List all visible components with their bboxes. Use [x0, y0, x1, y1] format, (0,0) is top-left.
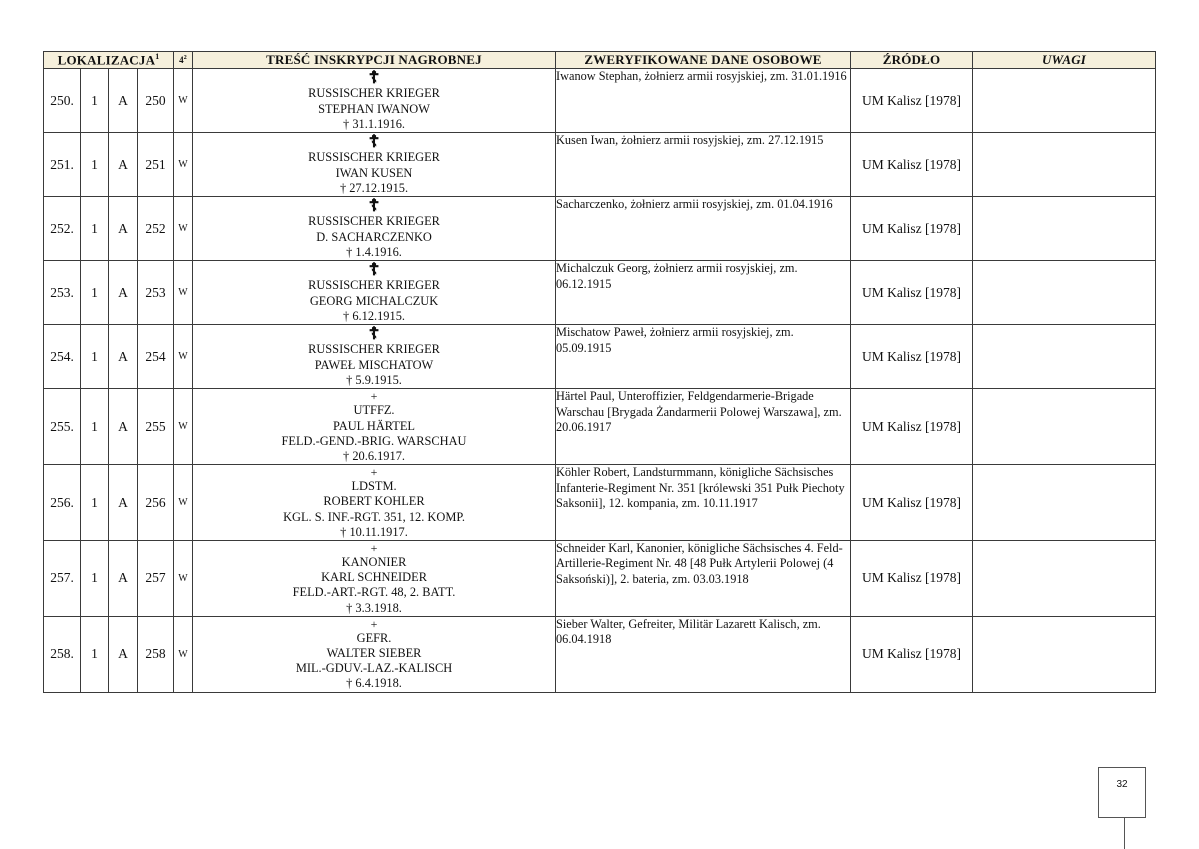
row-cell: A [109, 197, 138, 261]
inscription-cell [193, 540, 556, 616]
inscription-cell [193, 69, 556, 133]
entry-number: 253. [44, 261, 81, 325]
row-cell: A [109, 465, 138, 541]
table-row [44, 616, 1156, 692]
table-row [44, 325, 1156, 389]
inscription-line: FELD.-ART.-RGT. 48, 2. BATT. [292, 585, 456, 600]
inscription-line: RUSSISCHER KRIEGER [308, 214, 440, 229]
position-cell: 255 [138, 389, 174, 465]
inscription-line: KARL SCHNEIDER [321, 570, 427, 585]
inscription-line: STEPHAN IWANOW [318, 101, 430, 116]
entry-number: 250. [44, 69, 81, 133]
header-uwagi: UWAGI [973, 52, 1156, 69]
row-cell: A [109, 69, 138, 133]
table-body [44, 69, 1156, 692]
table-header-row [44, 52, 1156, 69]
row-cell: A [109, 540, 138, 616]
type-cell: W [174, 616, 193, 692]
remarks-cell [973, 465, 1156, 541]
type-cell: W [174, 465, 193, 541]
row-cell: A [109, 616, 138, 692]
row-cell: A [109, 325, 138, 389]
sector-cell: 1 [81, 325, 109, 389]
verified-data-cell: Sieber Walter, Gefreiter, Militär Lazarett Kalisch, zm. 06.04.1918 [556, 616, 851, 692]
row-cell: A [109, 133, 138, 197]
remarks-cell [973, 389, 1156, 465]
inscription-line: GEORG MICHALCZUK [309, 293, 439, 308]
inscription-line: † 27.12.1915. [339, 180, 409, 195]
source-cell: UM Kalisz [1978] [851, 133, 973, 197]
verified-data-cell: Kusen Iwan, żołnierz armii rosyjskiej, zm. 27.12.1915 [556, 133, 851, 197]
verified-data-cell: Michalczuk Georg, żołnierz armii rosyjskiej, zm. 06.12.1915 [556, 261, 851, 325]
source-cell: UM Kalisz [1978] [851, 465, 973, 541]
inscription-line: D. SACHARCZENKO [316, 229, 432, 244]
inscription-cell [193, 197, 556, 261]
orthodox-cross-icon: ☦ [368, 196, 380, 216]
orthodox-cross-icon: ☦ [368, 260, 380, 280]
page-number-box [1098, 767, 1146, 818]
header-tresc: TREŚĆ INSKRYPCJI NAGROBNEJ [193, 52, 556, 69]
inscription-line: MIL.-GDUV.-LAZ.-KALISCH [295, 661, 453, 676]
inscription-cell [193, 389, 556, 465]
source-cell: UM Kalisz [1978] [851, 616, 973, 692]
entry-number: 258. [44, 616, 81, 692]
table-row [44, 133, 1156, 197]
sector-cell: 1 [81, 389, 109, 465]
type-cell: W [174, 133, 193, 197]
inscription-line: KGL. S. INF.-RGT. 351, 12. KOMP. [283, 509, 465, 524]
page-number-line [1124, 818, 1125, 849]
verified-data-cell: Iwanow Stephan, żołnierz armii rosyjskiej, zm. 31.01.1916 [556, 69, 851, 133]
type-cell: W [174, 261, 193, 325]
header-dane: ZWERYFIKOWANE DANE OSOBOWE [556, 52, 851, 69]
inscription-line: UTFFZ. [353, 403, 395, 418]
position-cell: 252 [138, 197, 174, 261]
orthodox-cross-icon: ☦ [368, 324, 380, 344]
remarks-cell [973, 197, 1156, 261]
source-cell: UM Kalisz [1978] [851, 197, 973, 261]
inscription-cell [193, 325, 556, 389]
type-cell: W [174, 69, 193, 133]
type-cell: W [174, 197, 193, 261]
remarks-cell [973, 133, 1156, 197]
type-cell: W [174, 540, 193, 616]
sector-cell: 1 [81, 261, 109, 325]
header-zrodlo: ŹRÓDŁO [851, 52, 973, 69]
inscription-cell [193, 261, 556, 325]
table-row [44, 197, 1156, 261]
verified-data-cell: Köhler Robert, Landsturmmann, königliche Sächsisches Infanterie-Regiment Nr. 351 [królewski 351 Pułk Piechoty Saksonii], 12. kompania, zm. 10.11.1917 [556, 465, 851, 541]
inscription-cell [193, 133, 556, 197]
sector-cell: 1 [81, 69, 109, 133]
verified-data-cell: Schneider Karl, Kanonier, königliche Sächsisches 4. Feld-Artillerie-Regiment Nr. 48 [48 Pułk Artylerii Polowej (4 Saksoński)], 2. bateria, zm. 03.03.1918 [556, 540, 851, 616]
entry-number: 255. [44, 389, 81, 465]
verified-data-cell: Sacharczenko, żołnierz armii rosyjskiej, zm. 01.04.1916 [556, 197, 851, 261]
table-row [44, 69, 1156, 133]
entry-number: 254. [44, 325, 81, 389]
inscription-line: PAWEŁ MISCHATOW [314, 357, 434, 372]
inscription-line: LDSTM. [351, 479, 397, 494]
position-cell: 251 [138, 133, 174, 197]
page-number: 32 [1116, 779, 1128, 790]
inscription-line: † 20.6.1917. [343, 448, 405, 463]
remarks-cell [973, 325, 1156, 389]
remarks-cell [973, 69, 1156, 133]
position-cell: 256 [138, 465, 174, 541]
inscription-line: ROBERT KOHLER [323, 494, 425, 509]
inscription-line: RUSSISCHER KRIEGER [308, 86, 440, 101]
table-row [44, 540, 1156, 616]
source-cell: UM Kalisz [1978] [851, 69, 973, 133]
inscription-line: RUSSISCHER KRIEGER [308, 150, 440, 165]
header-col4: $4^2$ [174, 52, 193, 69]
inscription-cell [193, 465, 556, 541]
sector-cell: 1 [81, 133, 109, 197]
type-cell: W [174, 389, 193, 465]
source-cell: UM Kalisz [1978] [851, 261, 973, 325]
sector-cell: 1 [81, 465, 109, 541]
sector-cell: 1 [81, 616, 109, 692]
inscription-line: † 3.3.1918. [346, 600, 402, 615]
verified-data-cell: Mischatow Paweł, żołnierz armii rosyjskiej, zm. 05.09.1915 [556, 325, 851, 389]
inscription-line: KANONIER [341, 554, 407, 569]
inscription-line: † 1.4.1916. [346, 244, 402, 259]
burial-register-table [43, 51, 1156, 693]
sector-cell: 1 [81, 197, 109, 261]
orthodox-cross-icon: ☦ [368, 132, 380, 152]
entry-number: 256. [44, 465, 81, 541]
table-row [44, 389, 1156, 465]
source-cell: UM Kalisz [1978] [851, 325, 973, 389]
entry-number: 257. [44, 540, 81, 616]
inscription-line: † 6.12.1915. [343, 308, 405, 323]
position-cell: 250 [138, 69, 174, 133]
remarks-cell [973, 540, 1156, 616]
position-cell: 254 [138, 325, 174, 389]
inscription-line: † 10.11.1917. [340, 524, 408, 539]
inscription-line: GEFR. [356, 630, 392, 645]
inscription-line: RUSSISCHER KRIEGER [308, 342, 440, 357]
plus-cross-icon: + [370, 540, 378, 555]
position-cell: 258 [138, 616, 174, 692]
table-row [44, 261, 1156, 325]
entry-number: 251. [44, 133, 81, 197]
position-cell: 257 [138, 540, 174, 616]
inscription-cell [193, 616, 556, 692]
position-cell: 253 [138, 261, 174, 325]
plus-cross-icon: + [370, 389, 378, 404]
plus-cross-icon: + [370, 465, 378, 480]
entry-number: 252. [44, 197, 81, 261]
orthodox-cross-icon: ☦ [368, 68, 380, 88]
header-lokalizacja: LOKALIZACJA$^1$ [44, 52, 174, 69]
row-cell: A [109, 389, 138, 465]
source-cell: UM Kalisz [1978] [851, 389, 973, 465]
sector-cell: 1 [81, 540, 109, 616]
inscription-line: † 5.9.1915. [346, 372, 402, 387]
remarks-cell [973, 261, 1156, 325]
table-row [44, 465, 1156, 541]
source-cell: UM Kalisz [1978] [851, 540, 973, 616]
inscription-line: RUSSISCHER KRIEGER [308, 278, 440, 293]
type-cell: W [174, 325, 193, 389]
inscription-line: PAUL HÄRTEL [333, 418, 415, 433]
inscription-line: † 6.4.1918. [346, 676, 402, 691]
inscription-line: FELD.-GEND.-BRIG. WARSCHAU [281, 433, 467, 448]
row-cell: A [109, 261, 138, 325]
inscription-line: † 31.1.1916. [343, 116, 405, 131]
plus-cross-icon: + [370, 616, 378, 631]
inscription-line: WALTER SIEBER [326, 645, 422, 660]
inscription-line: IWAN KUSEN [335, 165, 413, 180]
verified-data-cell: Härtel Paul, Unteroffizier, Feldgendarmerie-Brigade Warschau [Brygada Żandarmerii Polowej Warszawa], zm. 20.06.1917 [556, 389, 851, 465]
remarks-cell [973, 616, 1156, 692]
